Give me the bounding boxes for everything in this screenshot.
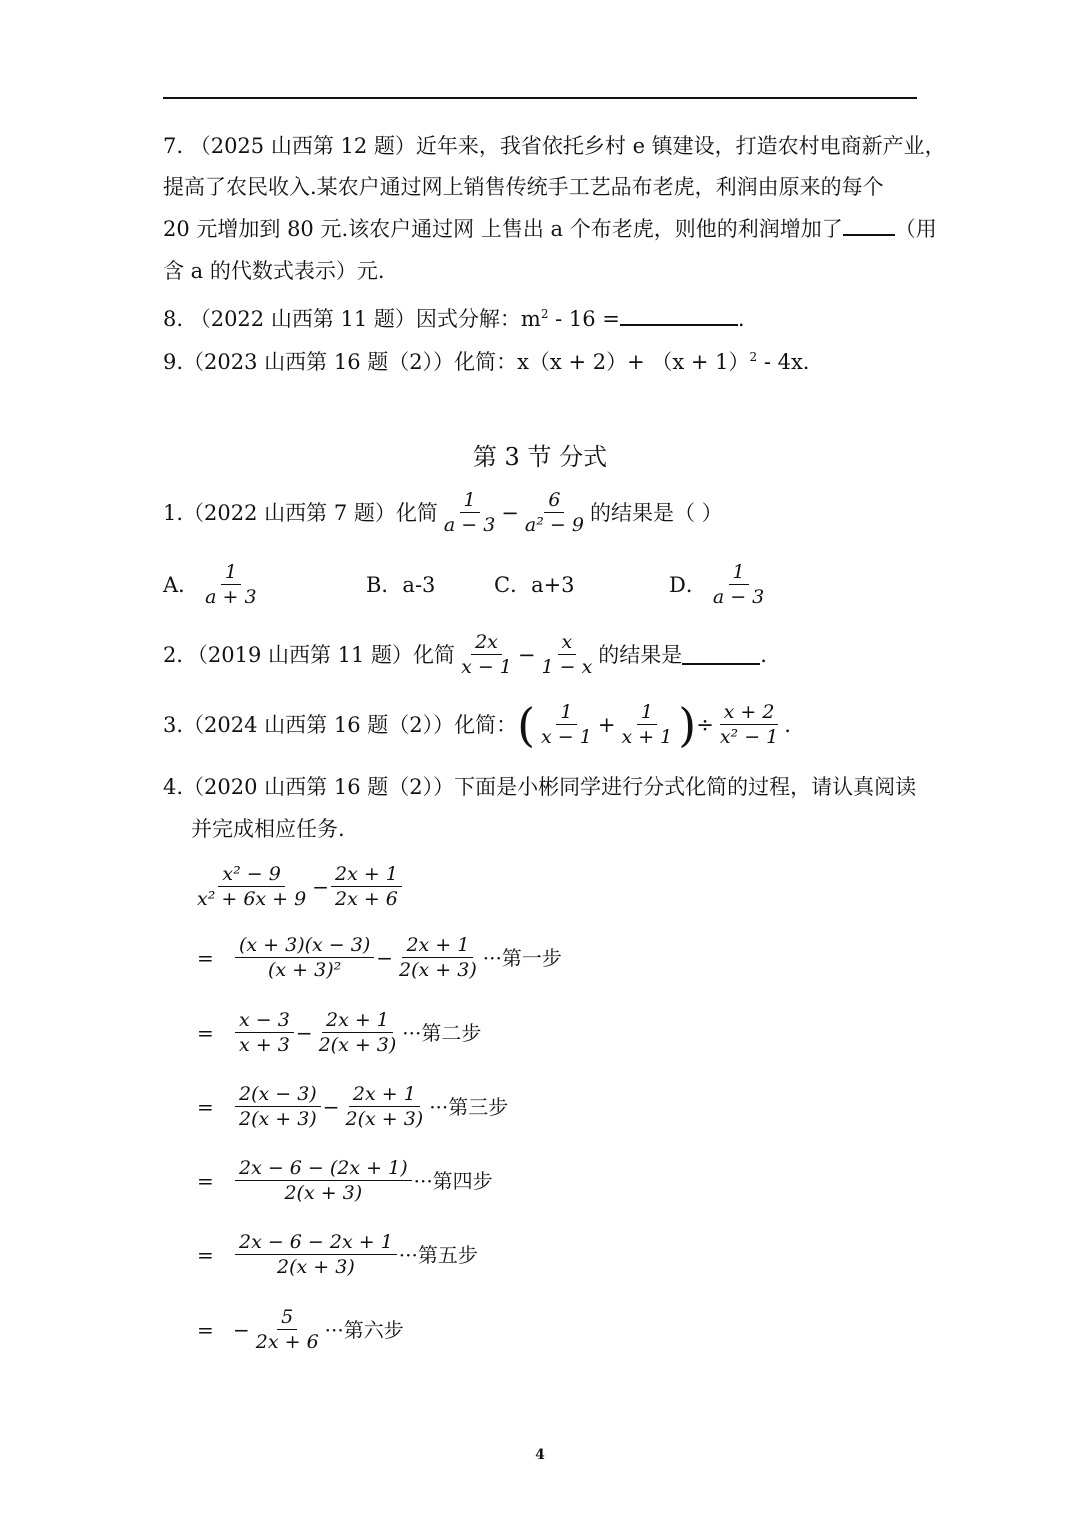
- p2-minus: −: [517, 642, 536, 667]
- p4-s3-label: ···第三步: [429, 1094, 509, 1119]
- p1-suffix: 的结果是（ ）: [589, 500, 723, 525]
- p3-divide: ÷: [696, 712, 714, 737]
- p1-option-d-label: D．: [669, 572, 707, 597]
- p1-option-c: C．a+3: [494, 573, 575, 597]
- p4-step-6: [197, 1305, 404, 1354]
- p4-s3-f1-numerator: 2(x − 3): [235, 1082, 321, 1107]
- p4-s4-numerator: 2x − 6 − (2x + 1): [235, 1156, 412, 1181]
- p4-step-5: [197, 1230, 478, 1279]
- p4-step-3: [197, 1082, 508, 1131]
- p4-s6-numerator: 5: [277, 1305, 297, 1330]
- q7-line3-text: 20 元增加到 80 元.该农户通过网 上售出 a 个布老虎，则他的利润增加了: [163, 217, 843, 241]
- p2-f2-numerator: x: [558, 630, 577, 655]
- q9-line: [163, 342, 809, 377]
- p4-line2: 并完成相应任务.: [191, 817, 345, 841]
- p3-right-paren: ): [678, 697, 697, 752]
- p4-s2-f1-numerator: x − 3: [235, 1008, 294, 1033]
- p4-s0-f2-numerator: 2x + 1: [331, 862, 402, 887]
- q8-suffix: - 16 =: [548, 307, 620, 331]
- p4-step-1: [197, 933, 562, 982]
- p3-f3-denominator: x² − 1: [719, 726, 779, 748]
- p4-s0-f2-denominator: 2x + 6: [335, 888, 398, 910]
- p4-s3-f1-denominator: 2(x + 3): [239, 1108, 317, 1130]
- p1-fraction-1: [440, 488, 499, 537]
- p3-f2-numerator: 1: [637, 700, 657, 725]
- p4-step-4: [197, 1156, 493, 1205]
- p4-s3-f2-numerator: 2x + 1: [349, 1082, 420, 1107]
- p3-prefix: 3.（2024 山西第 16 题（2））化简：: [163, 712, 518, 737]
- p4-s2-label: ···第二步: [402, 1020, 482, 1045]
- p1-minus: −: [501, 500, 519, 525]
- p4-s0-fraction-1: [193, 862, 310, 911]
- header-rule: [163, 97, 917, 99]
- q8-exponent: 2: [540, 307, 549, 321]
- p4-s6-denominator: 2x + 6: [255, 1331, 319, 1353]
- p1-option-d: [669, 560, 770, 609]
- q9-exponent: 2: [749, 350, 758, 364]
- p1-f2-numerator: 6: [544, 488, 564, 513]
- p4-s0-fraction-2: [331, 862, 402, 911]
- p4-s1-fraction-1: [235, 933, 374, 982]
- p3-f2-denominator: x + 1: [621, 726, 673, 748]
- p4-s3-equals: =: [197, 1094, 214, 1119]
- q7-line1: 7. （2025 山西第 12 题）近年来，我省依托乡村 e 镇建设，打造农村电商新产业，: [163, 134, 946, 158]
- p1-f1-denominator: a − 3: [443, 514, 496, 536]
- p4-s1-fraction-2: [395, 933, 481, 982]
- p4-s3-fraction-2: [341, 1082, 427, 1131]
- p3-f1-numerator: 1: [556, 700, 576, 725]
- p1-line: [163, 488, 723, 537]
- p1-prefix: 1.（2022 山西第 7 题）化简: [163, 500, 438, 525]
- p4-s4-denominator: 2(x + 3): [284, 1182, 363, 1204]
- q8-answer-blank: [620, 306, 738, 326]
- p4-s1-operator: −: [376, 945, 394, 970]
- p4-s2-f1-denominator: x + 3: [239, 1034, 290, 1056]
- p4-s4-label: ···第四步: [413, 1168, 493, 1193]
- q7-line2: 提高了农民收入.某农户通过网上销售传统手工艺品布老虎，利润由原来的每个: [163, 175, 884, 199]
- p1-option-a: [163, 560, 263, 609]
- p2-f1-denominator: x − 1: [461, 656, 512, 678]
- p2-suffix: 的结果是: [598, 642, 683, 667]
- p4-s1-equals: =: [197, 945, 214, 970]
- p2-answer-blank: [682, 645, 760, 665]
- p1-option-a-fraction: [201, 560, 260, 609]
- p3-f1-denominator: x − 1: [541, 726, 592, 748]
- p4-s3-operator: −: [322, 1094, 340, 1119]
- p2-fraction-2: [537, 630, 596, 679]
- p3-left-paren: (: [517, 697, 536, 752]
- p1-option-b: B．a-3: [366, 573, 436, 597]
- p4-s2-f2-denominator: 2(x + 3): [318, 1034, 397, 1056]
- p4-s3-fraction-1: [235, 1082, 321, 1131]
- p4-s5-equals: =: [197, 1242, 214, 1267]
- q8-end: .: [737, 307, 745, 331]
- p1-option-a-denominator: a + 3: [205, 586, 257, 608]
- p4-s5-numerator: 2x − 6 − 2x + 1: [235, 1230, 397, 1255]
- p2-line: [163, 630, 767, 679]
- p1-option-d-numerator: 1: [729, 560, 749, 585]
- p4-s5-label: ···第五步: [398, 1242, 478, 1267]
- q8-text: 8. （2022 山西第 11 题）因式分解：m: [163, 307, 541, 331]
- p4-s1-f1-denominator: (x + 3)²: [268, 959, 342, 981]
- q9-suffix: - 4x.: [757, 350, 810, 374]
- p1-f1-numerator: 1: [460, 488, 480, 513]
- p2-f1-numerator: 2x: [471, 630, 502, 655]
- p4-step-0: [191, 862, 404, 911]
- p4-s0-operator: −: [312, 874, 329, 899]
- p3-fraction-2: [617, 700, 676, 749]
- p3-plus: +: [597, 712, 616, 737]
- p4-s3-f2-denominator: 2(x + 3): [345, 1108, 424, 1130]
- p4-s5-denominator: 2(x + 3): [277, 1256, 355, 1278]
- p3-end: .: [784, 712, 791, 737]
- p1-fraction-2: [521, 488, 588, 537]
- p4-s2-fraction-1: [235, 1008, 294, 1057]
- p3-line: [163, 697, 791, 752]
- p4-s0-f1-denominator: x² + 6x + 9: [197, 888, 307, 910]
- p4-s5-fraction: [235, 1230, 397, 1279]
- q7-line3: [163, 214, 937, 244]
- p4-s6-sign: −: [233, 1317, 250, 1342]
- q7-line3-tail: （用: [894, 217, 937, 241]
- p4-line1: 4.（2020 山西第 16 题（2））下面是小彬同学进行分式化简的过程，请认真阅读: [163, 775, 917, 799]
- q8-line: [163, 299, 745, 334]
- p4-s0-f1-numerator: x² − 9: [218, 862, 284, 887]
- q7-line4: 含 a 的代数式表示）元.: [163, 259, 385, 283]
- p3-fraction-3: [716, 700, 782, 749]
- page-number: 4: [535, 1447, 545, 1463]
- p4-s6-label: ···第六步: [324, 1317, 404, 1342]
- p4-s2-operator: −: [295, 1020, 313, 1045]
- p1-option-a-label: A．: [163, 572, 200, 597]
- p4-s2-fraction-2: [315, 1008, 401, 1057]
- p2-end: .: [760, 642, 767, 667]
- p4-step-2: [197, 1008, 481, 1057]
- p1-option-a-numerator: 1: [221, 560, 241, 585]
- p4-s4-equals: =: [197, 1168, 214, 1193]
- p3-fraction-1: [537, 700, 596, 749]
- section-title: 第 3 节 分式: [472, 443, 608, 471]
- p4-s4-fraction: [235, 1156, 412, 1205]
- p4-s6-fraction: [252, 1305, 323, 1354]
- p1-f2-denominator: a² − 9: [524, 514, 584, 536]
- p4-s2-f2-numerator: 2x + 1: [322, 1008, 393, 1033]
- p4-s1-f1-numerator: (x + 3)(x − 3): [235, 933, 374, 958]
- p1-option-d-denominator: a − 3: [712, 586, 765, 608]
- q7-answer-blank: [843, 216, 895, 236]
- p2-prefix: 2．（2019 山西第 11 题）化简: [163, 642, 456, 667]
- p3-f3-numerator: x + 2: [720, 700, 779, 725]
- p4-s1-f2-numerator: 2x + 1: [402, 933, 473, 958]
- p2-fraction-1: [457, 630, 516, 679]
- p1-option-d-fraction: [709, 560, 768, 609]
- q9-text: 9.（2023 山西第 16 题（2））化简：x（x + 2）+ （x + 1）: [163, 350, 750, 374]
- p4-s6-equals: =: [197, 1317, 214, 1342]
- p2-f2-denominator: 1 − x: [541, 656, 593, 678]
- p4-s2-equals: =: [197, 1020, 214, 1045]
- p4-s1-label: ···第一步: [482, 945, 562, 970]
- p4-s1-f2-denominator: 2(x + 3): [399, 959, 477, 981]
